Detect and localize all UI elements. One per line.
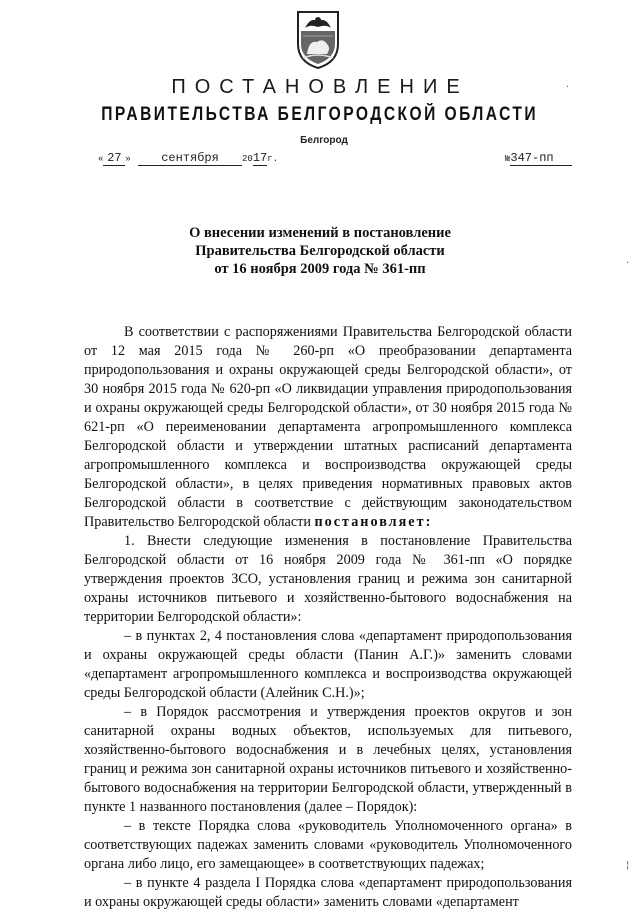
coat-of-arms-icon bbox=[293, 8, 343, 70]
city-name: Белгород bbox=[300, 135, 348, 146]
document-body bbox=[84, 323, 572, 912]
date-open-quote: « bbox=[98, 154, 104, 164]
number-value: 347-пп bbox=[510, 152, 572, 166]
scan-mark: · bbox=[626, 258, 630, 269]
document-type-title: ПОСТАНОВЛЕНИЕ bbox=[171, 76, 469, 98]
paragraph-change-2: – в Порядок рассмотрения и утверждения проектов округов и зон санитарной охраны водных объектов, используемых для питьевого, хозяйственно-бытового водоснабжения и в лечебных целях, установления границ и режима зон санитарной охраны источников питьевого и хозяйственно-бытового водоснабжения на территории Белгородской области, утвержденный в пункте 1 названного постановления (далее – Порядок): bbox=[84, 704, 572, 815]
heading-line-1: О внесении изменений в постановление bbox=[189, 225, 451, 241]
paragraph-change-4: – в пункте 4 раздела I Порядка слова «департамент природопользования и охраны окружающей среды области» заменить словами «департамент bbox=[84, 875, 572, 910]
heading-line-3: от 16 ноября 2009 года № 361-пп bbox=[214, 261, 426, 277]
date-month: сентября bbox=[138, 152, 242, 166]
date-year-mark: г. bbox=[267, 154, 279, 164]
paragraph-preamble bbox=[84, 323, 572, 532]
scan-mark: ¦ bbox=[626, 860, 630, 871]
paragraph-item-1: 1. Внести следующие изменения в постановление Правительства Белгородской области от 16 ноября 2009 года № 361-пп «О порядке утверждения проектов ЗСО, установления границ и режима зон санитарной охраны источников питьевого и хозяйственно-бытового водоснабжения на территории Белгородской области»: bbox=[84, 533, 572, 625]
paragraph-change-3: – в тексте Порядка слова «руководитель Уполномоченного органа» в соответствующих падежах заменить словами «руководитель Уполномоченного органа либо лицо, его замещающее» в соответствующих падежах; bbox=[84, 818, 572, 872]
date-day: 27 bbox=[103, 152, 125, 166]
paragraph-change-1: – в пунктах 2, 4 постановления слова «департамент природопользования и охраны окружающей среды области (Панин А.Г.)» заменить словами «департамент агропромышленного комплекса и воспроизводства окружающей среды Белгородской области (Алейник С.Н.)»; bbox=[84, 628, 572, 701]
issuing-authority: ПРАВИТЕЛЬСТВА БЕЛГОРОДСКОЙ ОБЛАСТИ bbox=[101, 104, 539, 125]
document-heading bbox=[140, 224, 500, 278]
number-label: № bbox=[505, 154, 511, 164]
date-close-quote: » bbox=[125, 154, 131, 164]
date-year-suffix: 17 bbox=[252, 151, 268, 165]
preamble-text: В соответствии с распоряжениями Правительства Белгородской области от 12 мая 2015 года № 260-рп «О преобразовании департамента природопользования и охраны окружающей среды Белгородской области», от 30 ноября 2015 года № 620-рп «О ликвидации управления природопользования и охраны окружающей среды Белгородской области», от 30 ноября 2015 года № 621-рп «О переименовании департамента агропромышленного комплекса Белгородской области и утверждении штатных расписаний департамента агропромышленного комплекса и воспроизводства окружающей среды Белгородской области», в целях приведения нормативных правовых актов Белгородской области в соответствие с действующим законодательством Правительство Белгородской области bbox=[84, 324, 572, 530]
scan-mark: · bbox=[566, 82, 570, 93]
heading-line-2: Правительства Белгородской области bbox=[195, 243, 445, 259]
resolves-word: постановляет: bbox=[314, 514, 433, 530]
document-date bbox=[98, 151, 278, 166]
document-number bbox=[505, 151, 572, 166]
date-year-prefix: 20 bbox=[242, 154, 253, 164]
